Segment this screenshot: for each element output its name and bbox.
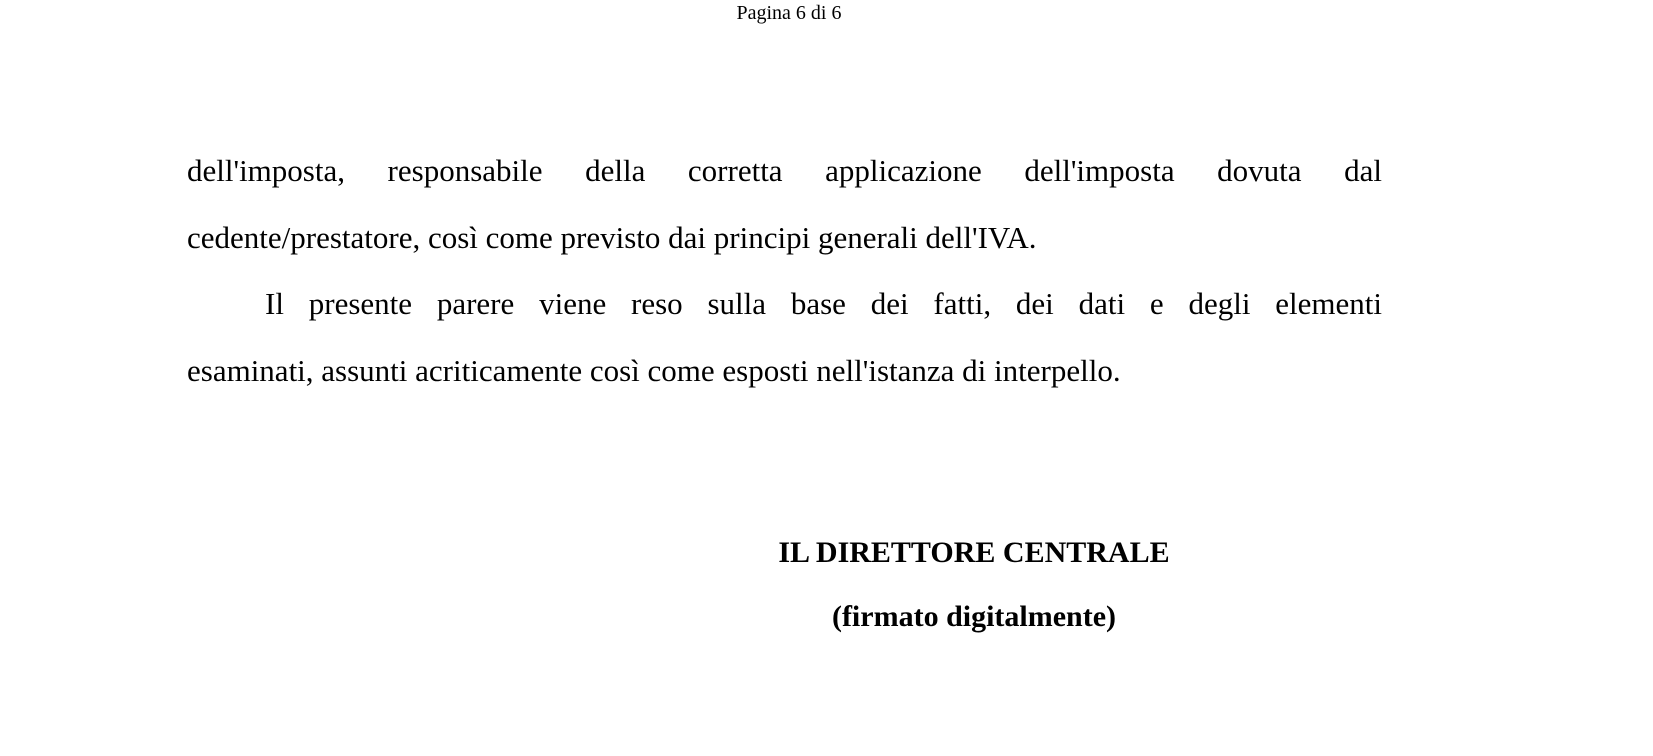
document-body [187,138,1382,404]
body-line-4: esaminati, assunti acriticamente così come esposti nell'istanza di interpello. [187,352,1121,388]
body-line-3: Il presente parere viene reso sulla base dei fatti, dei dati e degli elementi [265,286,1382,321]
signature-title: IL DIRETTORE CENTRALE [778,536,1170,569]
body-line-2: cedente/prestatore, così come previsto dai principi generali dell'IVA. [187,219,1037,255]
signature-note: (firmato digitalmente) [831,600,1117,633]
body-line-1: dell'imposta, responsabile della corretta applicazione dell'imposta dovuta dal [187,153,1382,188]
page-number: Pagina 6 di 6 [736,2,842,24]
